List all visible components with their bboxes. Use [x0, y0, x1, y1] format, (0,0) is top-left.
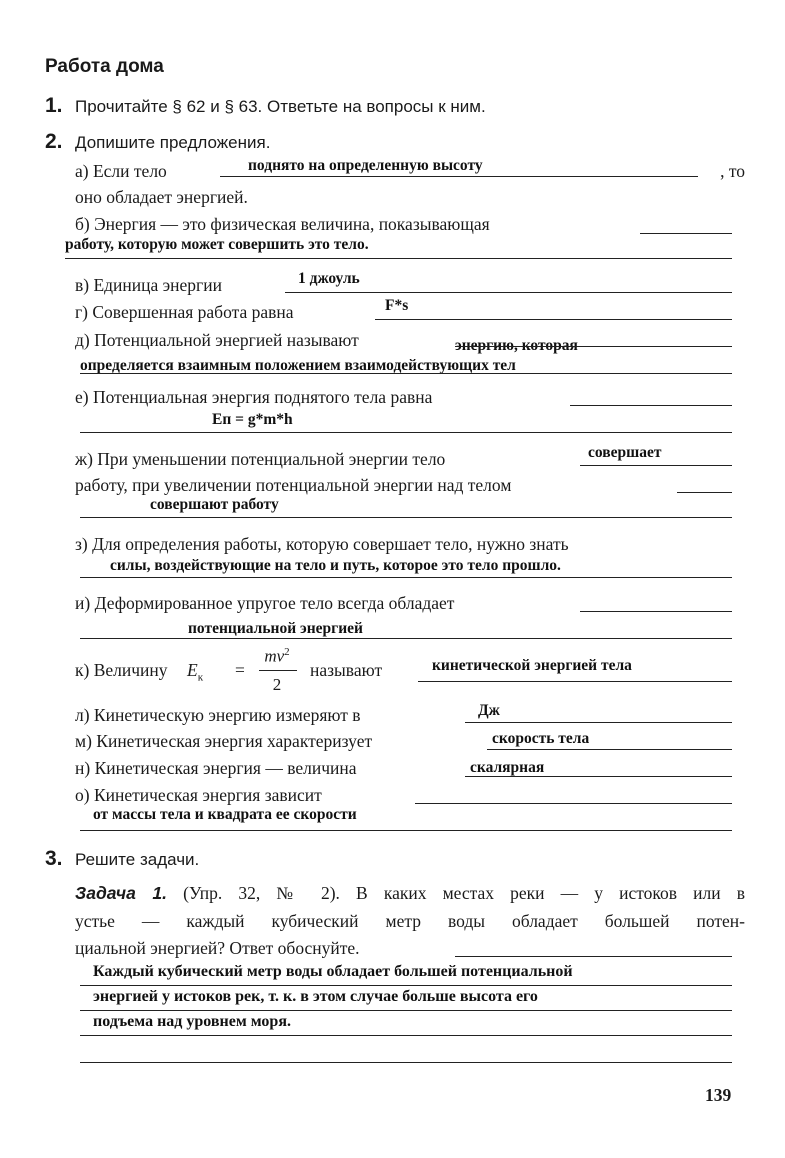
- item-a-answer[interactable]: поднято на определенную высоту: [248, 157, 483, 174]
- item-zh-answer2[interactable]: совершают работу: [150, 496, 279, 513]
- answer-line: [640, 233, 732, 234]
- item-k-text2: называют: [310, 660, 383, 680]
- answer-line: [80, 1010, 732, 1011]
- item-z-text: з) Для определения работы, которую совершает тело, нужно знать: [75, 534, 569, 554]
- task-text: Решите задачи.: [75, 850, 200, 869]
- item-a-text: а) Если тело: [75, 161, 167, 181]
- fraction-bar: [259, 670, 297, 671]
- answer-line: [465, 722, 732, 723]
- task-number: 2.: [45, 130, 63, 153]
- answer-line: [375, 319, 732, 320]
- item-k-text: к) Величину: [75, 660, 168, 680]
- item-a-text2: оно обладает энергией.: [75, 187, 248, 207]
- answer-line: [80, 577, 732, 578]
- answer-line: [80, 985, 732, 986]
- answer-line: [285, 292, 732, 293]
- item-n-answer[interactable]: скалярная: [470, 759, 545, 776]
- item-i-answer[interactable]: потенциальной энергией: [188, 620, 363, 637]
- item-o-text: о) Кинетическая энергия зависит: [75, 785, 322, 805]
- answer-line: [677, 492, 732, 493]
- answer-line: [455, 346, 732, 347]
- item-l-text: л) Кинетическую энергию измеряют в: [75, 705, 361, 725]
- item-k-answer[interactable]: кинетической энергией тела: [432, 657, 632, 674]
- problem-line-3: циальной энергией? Ответ обоснуйте.: [75, 938, 360, 958]
- answer-line: [465, 776, 732, 777]
- problem-line-2: устье — каждый кубический метр воды обладает большей потен-: [75, 911, 745, 931]
- answer-line: [455, 956, 732, 957]
- answer-line: [80, 638, 732, 639]
- fraction-numerator: $mv^2$: [264, 646, 290, 666]
- item-e-answer[interactable]: Еп = g*m*h: [212, 411, 293, 428]
- answer-line: [80, 373, 732, 374]
- task-number: 3.: [45, 847, 63, 870]
- answer-line: [220, 176, 698, 177]
- item-zh-text: ж) При уменьшении потенциальной энергии тело: [75, 449, 446, 469]
- answer-line: [80, 432, 732, 433]
- task-text: Прочитайте § 62 и § 63. Ответьте на вопросы к ним.: [75, 97, 486, 116]
- answer-line: [80, 830, 732, 831]
- problem-answer-line[interactable]: подъема над уровнем моря.: [93, 1013, 291, 1030]
- item-o-answer[interactable]: от массы тела и квадрата ее скорости: [93, 806, 357, 823]
- item-a-tail: , то: [720, 161, 745, 181]
- item-b-text: б) Энергия — это физическая величина, показывающая: [75, 214, 490, 234]
- item-m-answer[interactable]: скорость тела: [492, 730, 590, 747]
- answer-line: [415, 803, 732, 804]
- item-zh-answer[interactable]: совершает: [588, 444, 662, 461]
- answer-line: [487, 749, 732, 750]
- item-i-text: и) Деформированное упругое тело всегда обладает: [75, 593, 455, 613]
- answer-line: [80, 1062, 732, 1063]
- answer-line: [580, 465, 732, 466]
- page-number: 139: [705, 1085, 732, 1105]
- answer-line: [80, 517, 732, 518]
- fraction-denominator: 2: [272, 675, 282, 694]
- answer-line: [580, 611, 732, 612]
- item-d-answer[interactable]: энергию, которая: [455, 337, 578, 354]
- item-m-text: м) Кинетическая энергия характеризует: [75, 731, 373, 751]
- equals-sign: =: [235, 660, 245, 680]
- item-zh-text2: работу, при увеличении потенциальной энергии над телом: [75, 475, 512, 495]
- problem-answer-line[interactable]: энергией у истоков рек, т. к. в этом случае больше высота его: [93, 988, 538, 1005]
- task-number: 1.: [45, 94, 63, 117]
- answer-line: [65, 258, 732, 259]
- item-g-text: г) Совершенная работа равна: [75, 302, 294, 322]
- item-z-answer[interactable]: силы, воздействующие на тело и путь, которое это тело прошло.: [110, 557, 561, 574]
- item-d-text: д) Потенциальной энергией называют: [75, 330, 359, 350]
- answer-line: [570, 405, 732, 406]
- problem-label: Задача 1.: [75, 883, 167, 903]
- item-v-text: в) Единица энергии: [75, 275, 222, 295]
- answer-line: [418, 681, 732, 682]
- item-v-answer[interactable]: 1 джоуль: [298, 270, 360, 287]
- item-e-text: е) Потенциальная энергия поднятого тела равна: [75, 387, 433, 407]
- problem-line-1: Задача 1. (Упр. 32, № 2). В каких местах реки — у истоков или в: [75, 883, 745, 903]
- item-n-text: н) Кинетическая энергия — величина: [75, 758, 357, 778]
- problem-answer-line[interactable]: Каждый кубический метр воды обладает большей потенциальной: [93, 963, 573, 980]
- item-l-answer[interactable]: Дж: [478, 702, 500, 719]
- kinetic-energy-symbol: $E_к$: [187, 660, 204, 684]
- section-heading: Работа дома: [45, 56, 164, 77]
- task-text: Допишите предложения.: [75, 133, 271, 152]
- item-d-answer2[interactable]: определяется взаимным положением взаимодействующих тел: [80, 357, 516, 374]
- item-g-answer[interactable]: F*s: [385, 297, 409, 314]
- item-b-answer[interactable]: работу, которую может совершить это тело.: [65, 236, 369, 253]
- answer-line: [80, 1035, 732, 1036]
